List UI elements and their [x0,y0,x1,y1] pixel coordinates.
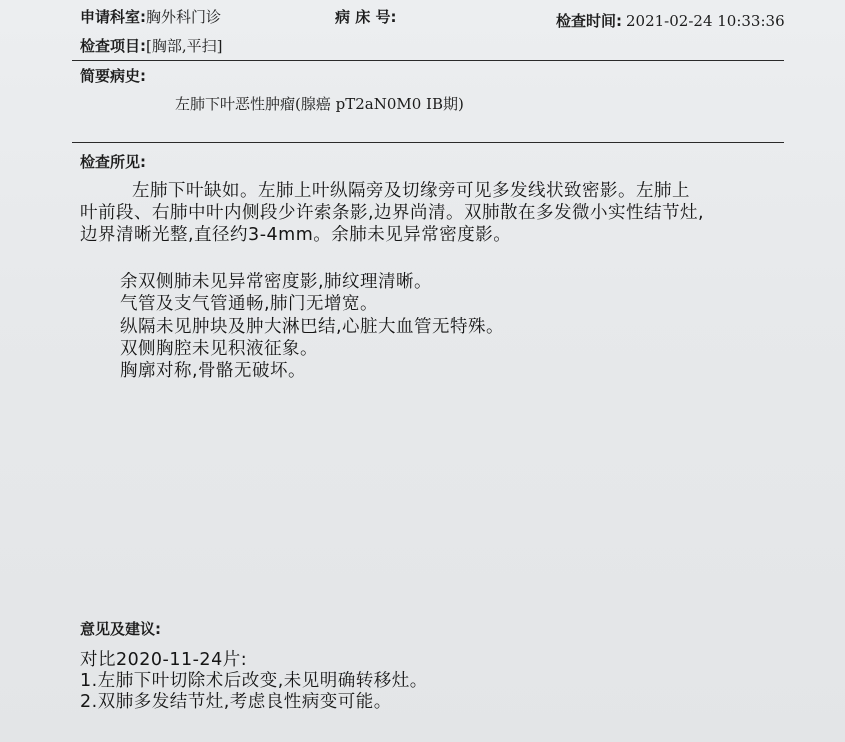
exam-time-label: 检查时间: [556,12,622,30]
exam-item-value: [胸部,平扫] [146,37,223,55]
dept-field [80,6,221,27]
exam-item-field [80,35,222,56]
exam-item-label: 检查项目: [80,37,146,55]
opinion-title: 意见及建议: [80,620,161,638]
findings-title: 检查所见: [80,153,146,171]
history-text: 左肺下叶恶性肿瘤(腺癌 pT2aN0M0 IB期) [175,95,464,113]
finding-line-5: 胸廓对称,骨骼无破坏。 [120,361,307,381]
opinion-item-1: 1.左肺下叶切除术后改变,未见明确转移灶。 [80,671,428,691]
finding-line-3: 纵隔未见肿块及肿大淋巴结,心脏大血管无特殊。 [120,317,505,337]
exam-time-value: 2021-02-24 10:33:36 [626,12,785,30]
findings-paragraph: 左肺下叶缺如。左肺上叶纵隔旁及切缘旁可见多发线状致密影。左肺上叶前段、右肺中叶内侧段少许索条影,边界尚清。双肺散在多发微小实性结节灶,边界清晰光整,直径约3-4mm。余肺未见异常密度影。 [80,181,705,245]
opinion-compare: 对比2020-11-24片: [80,650,248,670]
header-divider [72,60,784,61]
bed-field [335,6,396,27]
dept-value: 胸外科门诊 [146,8,222,26]
history-title: 简要病史: [80,67,146,85]
opinion-item-2: 2.双肺多发结节灶,考虑良性病变可能。 [80,692,392,712]
bed-label: 病 床 号: [335,8,397,26]
finding-line-4: 双侧胸腔未见积液征象。 [120,339,318,359]
finding-line-1: 余双侧肺未见异常密度影,肺纹理清晰。 [120,272,433,292]
dept-label: 申请科室: [80,8,146,26]
exam-time-field [556,10,785,31]
finding-line-2: 气管及支气管通畅,肺门无增宽。 [120,294,379,314]
history-divider [72,142,784,143]
